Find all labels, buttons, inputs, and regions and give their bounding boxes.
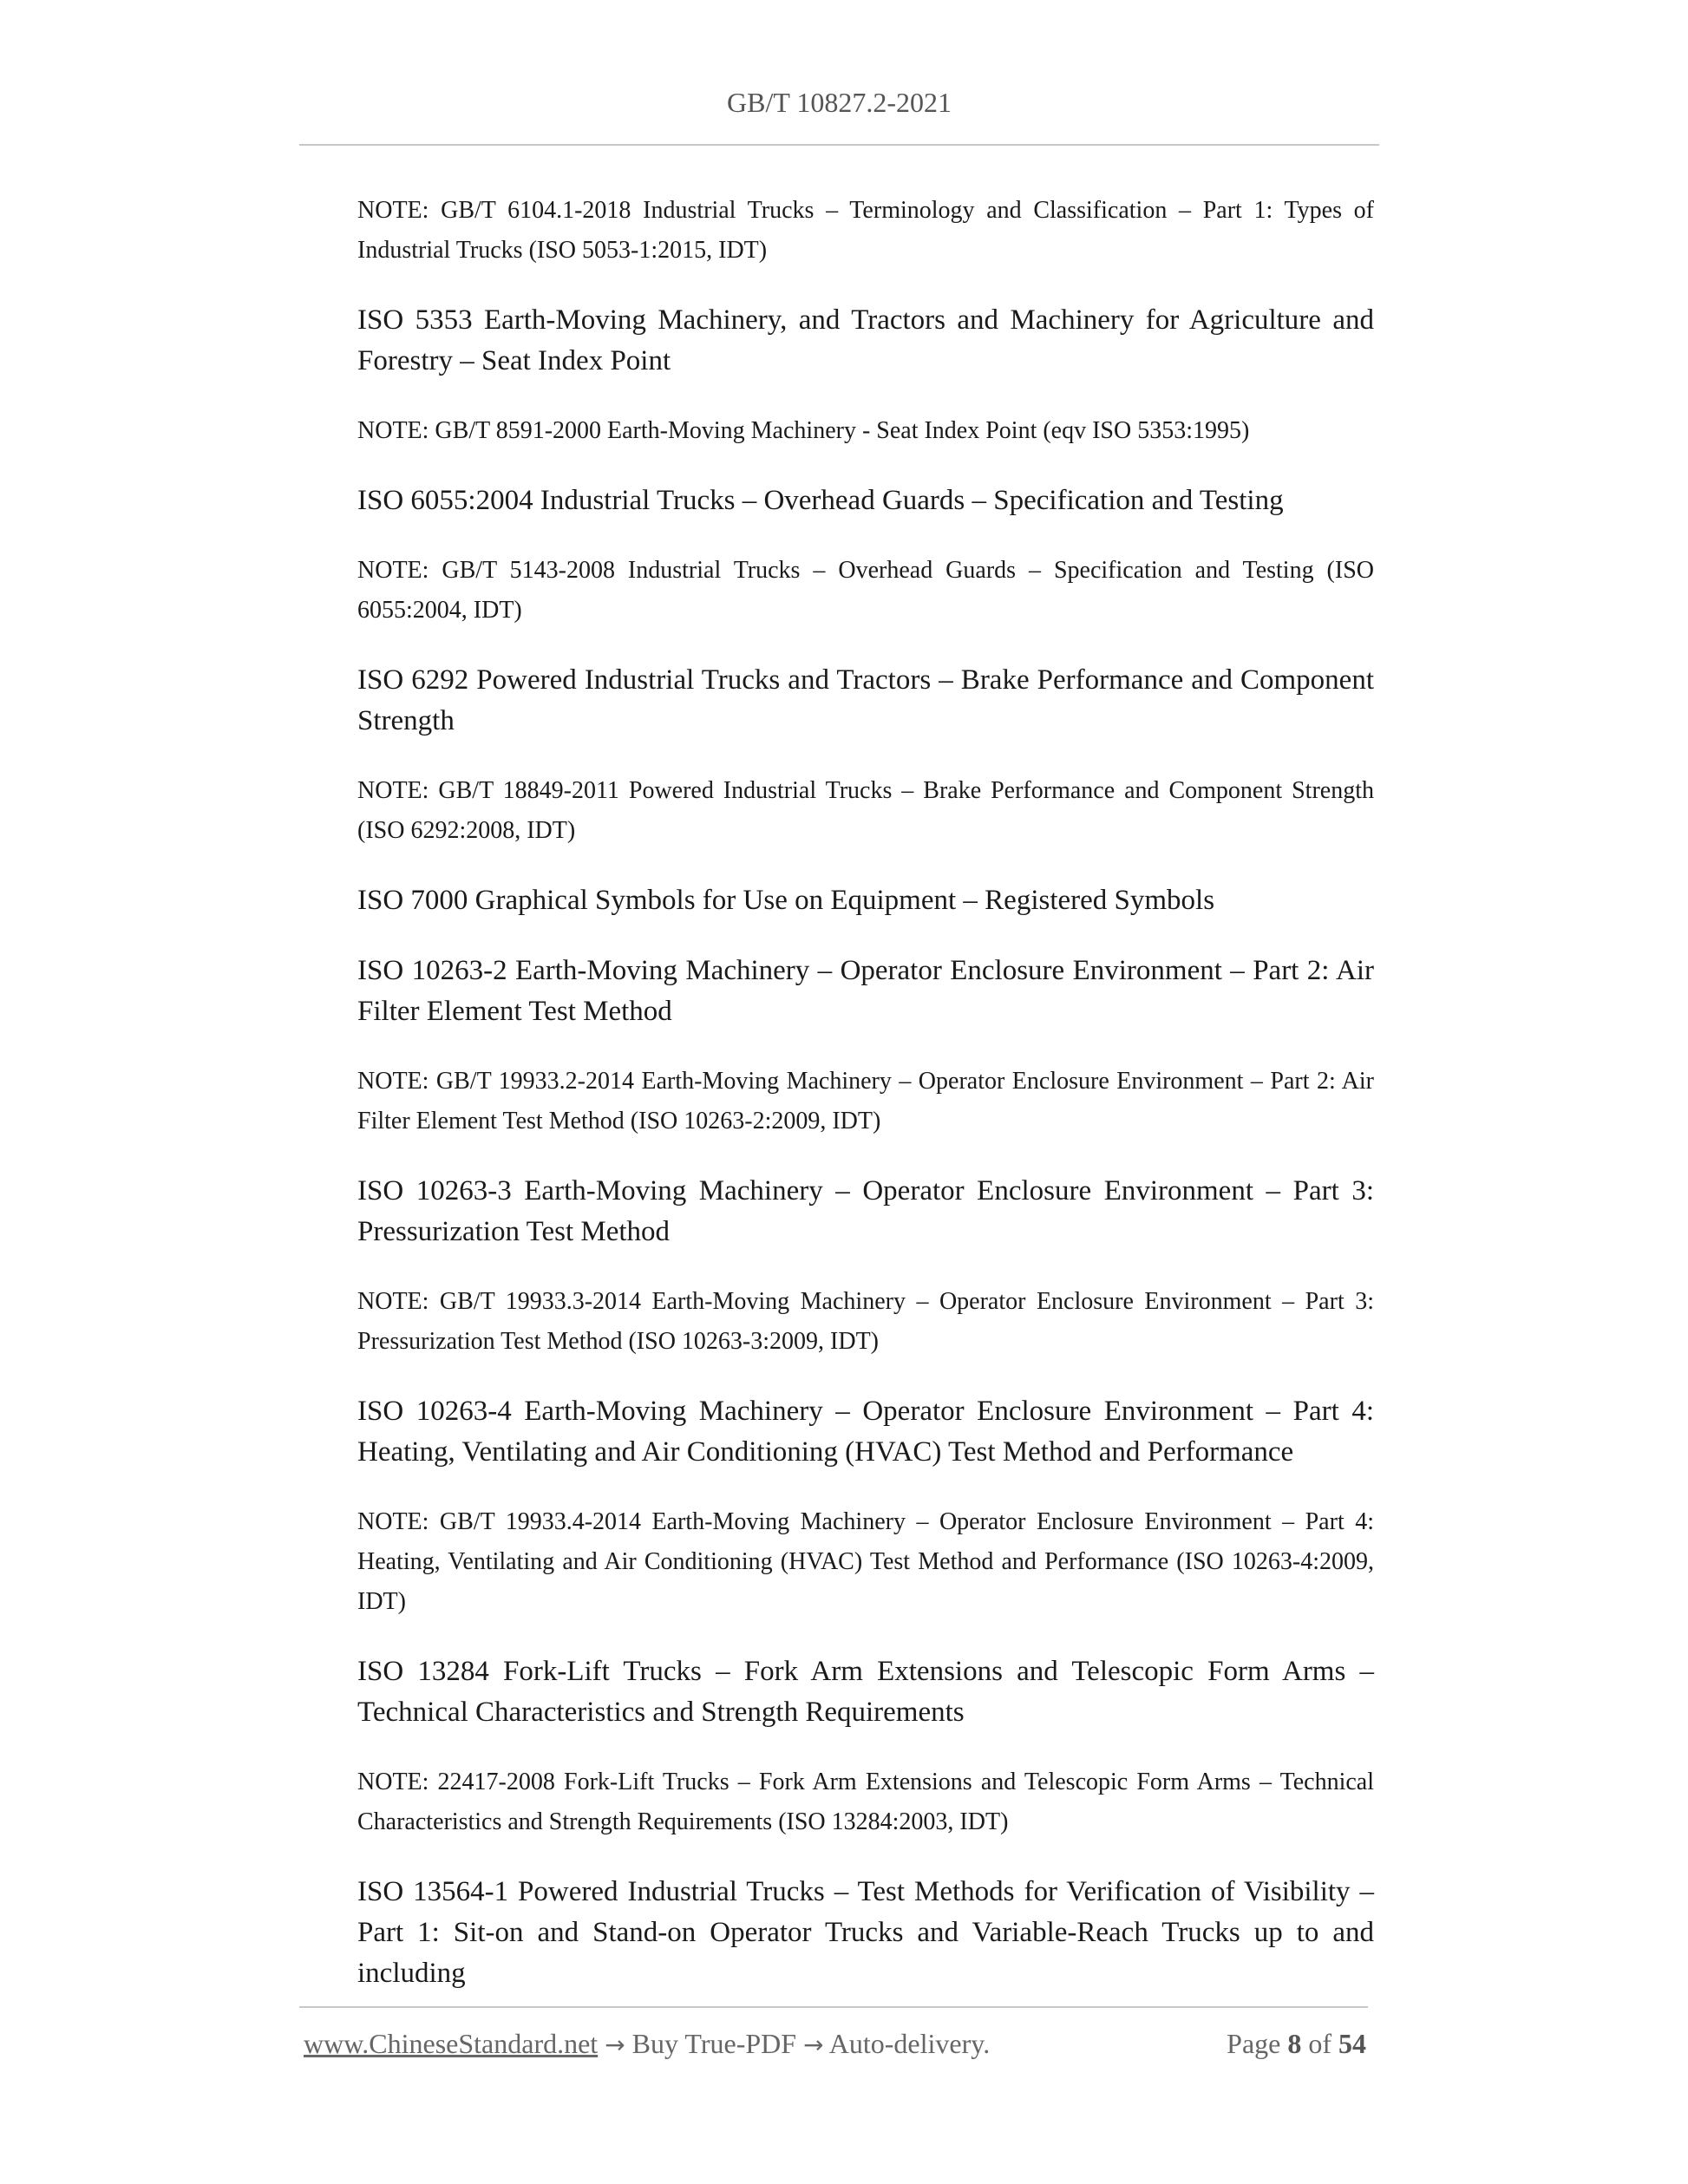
reference-note: NOTE: GB/T 6104.1-2018 Industrial Trucks – Terminology and Classification – Part 1: Types of Industrial Trucks (ISO 5053-1:2015, IDT) [357, 197, 1374, 264]
reference-note: NOTE: GB/T 19933.3-2014 Earth-Moving Machinery – Operator Enclosure Environment – Part 3: Pressurization Test Method (ISO 10263-3:2009, IDT) [357, 1288, 1374, 1355]
page-indicator [1227, 2028, 1366, 2060]
buy-pdf-text: Buy True-PDF [631, 2028, 797, 2059]
page-label: Page [1227, 2028, 1281, 2059]
reference-note: NOTE: GB/T 19933.2-2014 Earth-Moving Machinery – Operator Enclosure Environment – Part 2: Air Filter Element Test Method (ISO 10263-2:2009, IDT) [357, 1068, 1374, 1135]
reference-note: NOTE: GB/T 8591-2000 Earth-Moving Machinery - Seat Index Point (eqv ISO 5353:1995) [357, 417, 1250, 444]
reference-note: NOTE: GB/T 5143-2008 Industrial Trucks – Overhead Guards – Specification and Testing (ISO 6055:2004, IDT) [357, 557, 1374, 624]
current-page-number: 8 [1287, 2028, 1302, 2059]
website-link[interactable]: www.ChineseStandard.net [304, 2028, 599, 2059]
reference-entry: ISO 5353 Earth-Moving Machinery, and Tractors and Machinery for Agriculture and Forestry – Seat Index Point [357, 304, 1374, 376]
reference-entry: ISO 13284 Fork-Lift Trucks – Fork Arm Extensions and Telescopic Form Arms – Technical Characteristics and Strength Requirements [357, 1656, 1374, 1728]
page-of-label: of [1308, 2028, 1331, 2059]
reference-entry: ISO 10263-4 Earth-Moving Machinery – Operator Enclosure Environment – Part 4: Heating, Ventilating and Air Conditioning (HVAC) Test Method and Performance [357, 1396, 1374, 1468]
references-list [357, 191, 1374, 2024]
reference-note: NOTE: GB/T 18849-2011 Powered Industrial Trucks – Brake Performance and Component Strength (ISO 6292:2008, IDT) [357, 777, 1374, 844]
reference-entry: ISO 6055:2004 Industrial Trucks – Overhead Guards – Specification and Testing [357, 485, 1284, 516]
total-page-number: 54 [1338, 2028, 1366, 2059]
page-header-title: GB/T 10827.2-2021 [727, 87, 952, 118]
right-arrow-icon: → [605, 2030, 625, 2059]
reference-entry: ISO 6292 Powered Industrial Trucks and Tractors – Brake Performance and Component Strength [357, 664, 1374, 736]
reference-entry: ISO 10263-2 Earth-Moving Machinery – Operator Enclosure Environment – Part 2: Air Filter Element Test Method [357, 955, 1374, 1027]
reference-note: NOTE: GB/T 19933.4-2014 Earth-Moving Machinery – Operator Enclosure Environment – Part 4: Heating, Ventilating and Air Conditioning (HVAC) Test Method and Performance (ISO 10263-4:2009, IDT) [357, 1508, 1374, 1615]
footer-divider [299, 2006, 1368, 2008]
right-arrow-icon: → [803, 2030, 824, 2059]
reference-entry: ISO 10263-3 Earth-Moving Machinery – Operator Enclosure Environment – Part 3: Pressurization Test Method [357, 1175, 1374, 1247]
page-footer [304, 2028, 1366, 2060]
auto-delivery-text: Auto-delivery. [828, 2028, 991, 2059]
reference-entry: ISO 7000 Graphical Symbols for Use on Equipment – Registered Symbols [357, 885, 1215, 916]
reference-note: NOTE: 22417-2008 Fork-Lift Trucks – Fork Arm Extensions and Telescopic Form Arms – Technical Characteristics and Strength Requirements (ISO 13284:2003, IDT) [357, 1769, 1374, 1835]
reference-entry: ISO 13564-1 Powered Industrial Trucks – Test Methods for Verification of Visibility – Part 1: Sit-on and Stand-on Operator Trucks and Variable-Reach Trucks up to and including [357, 1876, 1374, 1989]
header-divider [299, 144, 1379, 146]
footer-promo [304, 2028, 990, 2060]
